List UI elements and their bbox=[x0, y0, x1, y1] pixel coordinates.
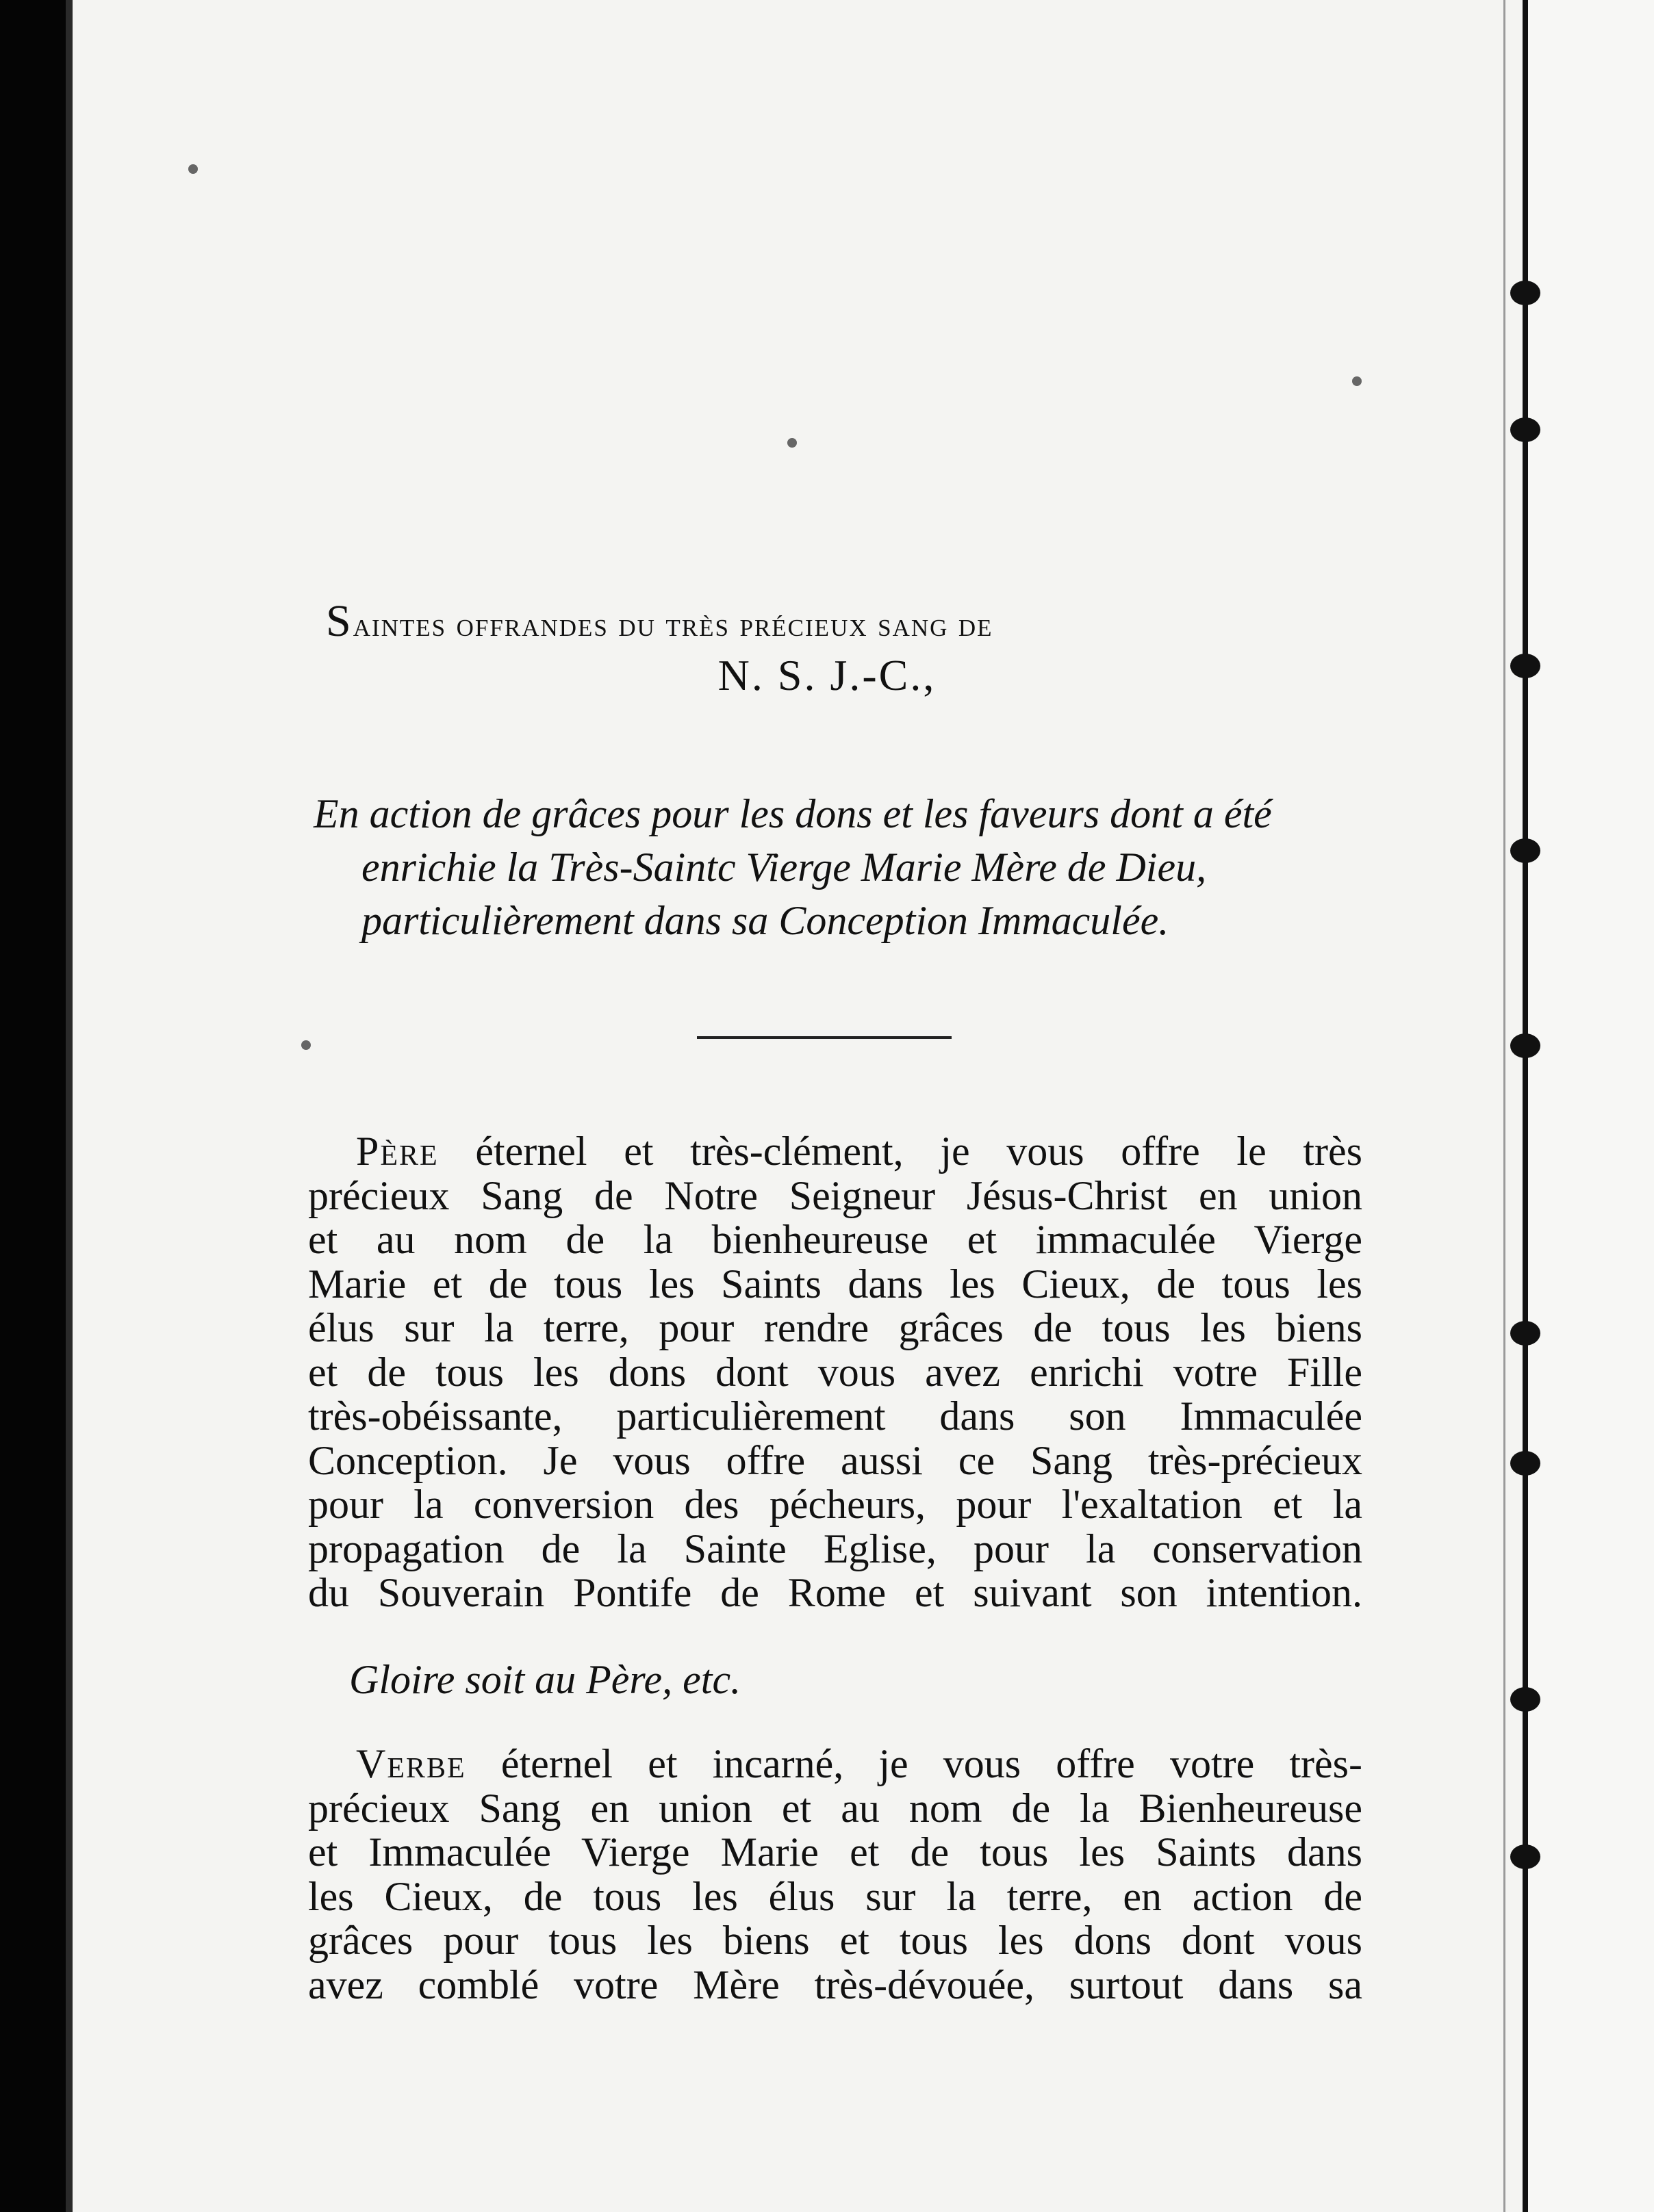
paragraph-line: avez comblé votre Mère très-dévouée, surtout dans sa bbox=[308, 1962, 1362, 2007]
paragraph-pere bbox=[308, 1129, 1362, 1615]
paragraph-line: très-obéissante, particulièrement dans son Immaculée bbox=[308, 1393, 1362, 1439]
dedication-line: particulièrement dans sa Conception Immaculée. bbox=[361, 898, 1169, 943]
paper-speck bbox=[787, 438, 797, 448]
paragraph-line: précieux Sang de Notre Seigneur Jésus-Christ en union bbox=[308, 1172, 1362, 1218]
dedication-line: enrichie la Très-Saintc Vierge Marie Mère de Dieu, bbox=[361, 845, 1207, 890]
paragraph-line: et au nom de la bienheureuse et immaculée Vierge bbox=[308, 1217, 1362, 1262]
paper-speck bbox=[1352, 376, 1362, 386]
binding-stitch bbox=[1510, 281, 1540, 305]
paragraph-line: et Immaculée Vierge Marie et de tous les Saints dans bbox=[308, 1829, 1362, 1875]
binding-stitch bbox=[1510, 1451, 1540, 1476]
heading-line-1: aintes offrandes du très précieux sang de bbox=[353, 605, 993, 643]
gutter-fold-line bbox=[1503, 0, 1505, 2212]
paragraph-line: et de tous les dons dont vous avez enrichi votre Fille bbox=[308, 1349, 1362, 1395]
binding-stitch bbox=[1510, 1033, 1540, 1058]
paragraph-line: les Cieux, de tous les élus sur la terre, en action de bbox=[308, 1873, 1362, 1919]
gloria-line: Gloire soit au Père, etc. bbox=[349, 1657, 741, 1702]
paragraph-line: du Souverain Pontife de Rome et suivant son intention. bbox=[308, 1570, 1362, 1615]
paragraph-lead-word: Père bbox=[356, 1129, 439, 1174]
binding-thread bbox=[1523, 0, 1528, 2212]
paragraph-line: Père éternel et très-clément, je vous offre le très bbox=[356, 1129, 1362, 1174]
paper-speck bbox=[301, 1040, 311, 1050]
paragraph-line: Verbe éternel et incarné, je vous offre votre très- bbox=[356, 1741, 1362, 1786]
paragraph-line: grâces pour tous les biens et tous les dons dont vous bbox=[308, 1918, 1362, 1963]
page-gutter bbox=[1524, 0, 1654, 2212]
binding-stitch bbox=[1510, 417, 1540, 442]
paragraph-line: précieux Sang en union et au nom de la Bienheureuse bbox=[308, 1785, 1362, 1831]
scan-left-edge bbox=[0, 0, 66, 2212]
heading-initial: S bbox=[326, 596, 353, 646]
page-heading bbox=[326, 595, 1353, 647]
paragraph-line: propagation de la Sainte Eglise, pour la conservation bbox=[308, 1526, 1362, 1571]
binding-stitch bbox=[1510, 1687, 1540, 1712]
paragraph-lead-word: Verbe bbox=[356, 1741, 466, 1786]
dedication bbox=[314, 787, 1368, 947]
binding-stitch bbox=[1510, 1844, 1540, 1869]
dedication-line: En action de grâces pour les dons et les faveurs dont a été bbox=[314, 791, 1272, 836]
paragraph-line: pour la conversion des pécheurs, pour l'exaltation et la bbox=[308, 1482, 1362, 1527]
binding-stitch bbox=[1510, 1321, 1540, 1346]
paragraph-verbe bbox=[308, 1742, 1362, 2007]
paragraph-line: élus sur la terre, pour rendre grâces de tous les biens bbox=[308, 1305, 1362, 1350]
paragraph-line: Marie et de tous les Saints dans les Cieux, de tous les bbox=[308, 1261, 1362, 1307]
paper-speck bbox=[188, 164, 198, 174]
heading-line-2: N. S. J.-C., bbox=[717, 651, 937, 699]
paragraph-line: Conception. Je vous offre aussi ce Sang très-précieux bbox=[308, 1437, 1362, 1483]
section-divider bbox=[697, 1036, 952, 1039]
binding-stitch bbox=[1510, 838, 1540, 863]
